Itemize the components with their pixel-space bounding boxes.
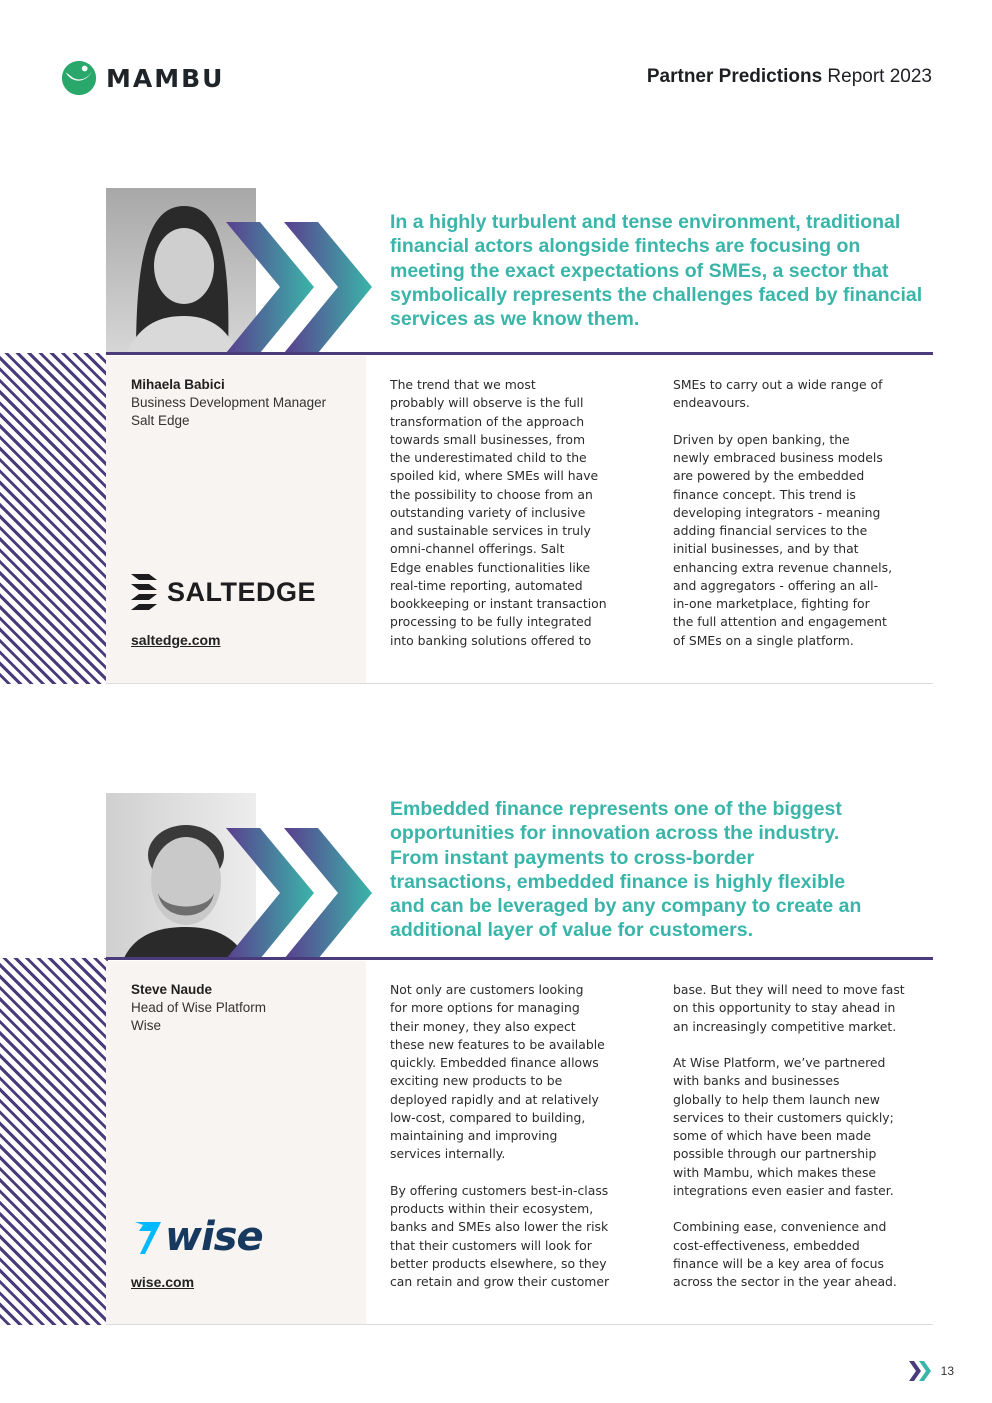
body-column-2: base. But they will need to move fast on this opportunity to stay ahead in an increasingly competitive market. At Wise Platform, we’ve partnered with banks and businesses globally to help them launch new services to their customers quickly; some of which have been made possible through our partnership with Mambu, which makes these integrations even easier and faster. Combining ease, convenience and cost-effectiveness, embedded finance will be a key area of focus across the sector in the year ahead. [673,982,905,1289]
author-info [131,981,266,1036]
pull-quote: Embedded finance represents one of the biggest opportunities for innovation across the industry. From instant payments to cross-border transactions, embedded finance is highly flexible and can be leveraged by any company to create an additional layer of value for customers. [390,798,862,942]
mambu-logo [60,58,224,98]
double-chevron-icon [909,1361,933,1381]
saltedge-link[interactable]: saltedge.com [131,632,221,648]
saltedge-mark-icon [131,574,157,610]
section-bottom-rule [106,1324,933,1325]
section-bottom-rule [106,683,933,684]
body-column-1: The trend that we most probably will observe is the full transformation of the approach towards small businesses, from the underestimated child to the spoiled kid, where SMEs will have the possibility to choose from an outstanding variety of inclusive and sustainable services in truly omni-channel offerings. Salt Edge enables functionalities like real-time reporting, automated bookkeeping or instant transaction processing to be fully integrated into banking solutions offered to [390,377,607,648]
wise-flag-icon [131,1220,161,1254]
wise-logo [131,1214,263,1260]
chevron-arrows-icon [226,828,378,959]
report-title-rest: Report 2023 [827,66,932,87]
page-footer [909,1361,954,1381]
mambu-leaf-icon [60,59,98,97]
author-name: Mihaela Babici [131,377,225,392]
striped-pattern [0,958,108,1325]
saltedge-logo [131,574,316,610]
page-number: 13 [940,1364,954,1378]
report-title [647,66,932,88]
wise-link[interactable]: wise.com [131,1274,195,1290]
author-role: Business Development Manager [131,395,327,411]
logo-text: MAMBU [106,63,225,93]
pull-quote: In a highly turbulent and tense environment, traditional financial actors alongside fintechs are focusing on meeting the exact expectations of SMEs, a sector that symbolically represents the challenges faced by financial services as we know them. [390,211,923,331]
author-role: Head of Wise Platform [131,1000,267,1016]
saltedge-wordmark: SALTEDGE [167,576,317,607]
author-name: Steve Naude [131,982,213,997]
section-divider [106,352,933,355]
section-divider [106,957,933,960]
author-info [131,376,326,431]
body-column-1: Not only are customers looking for more options for managing their money, they also expect these new features to be available quickly. Embedded finance allows exciting new products to be deployed rapidly and at relatively low-cost, compared to building, maintaining and improving services internally. By offering customers best-in-class products within their ecosystem, banks and SMEs also lower the risk that their customers will look for better products elsewhere, so they can retain and grow their customer [390,982,610,1289]
chevron-arrows-icon [226,222,378,353]
striped-pattern [0,353,108,684]
wise-wordmark: wise [165,1214,263,1260]
author-company: Wise [131,1018,161,1034]
author-company: Salt Edge [131,413,190,429]
body-column-2: SMEs to carry out a wide range of endeavours. Driven by open banking, the newly embraced business models are powered by the embedded finance concept. This trend is developing integrators - meaning adding financial services to the initial businesses, and by that enhancing extra revenue channels, and aggregators - offering an all- in-one marketplace, fighting for the full attention and engagement of SMEs on a single platform. [673,377,893,648]
report-title-bold: Partner Predictions [646,66,823,87]
